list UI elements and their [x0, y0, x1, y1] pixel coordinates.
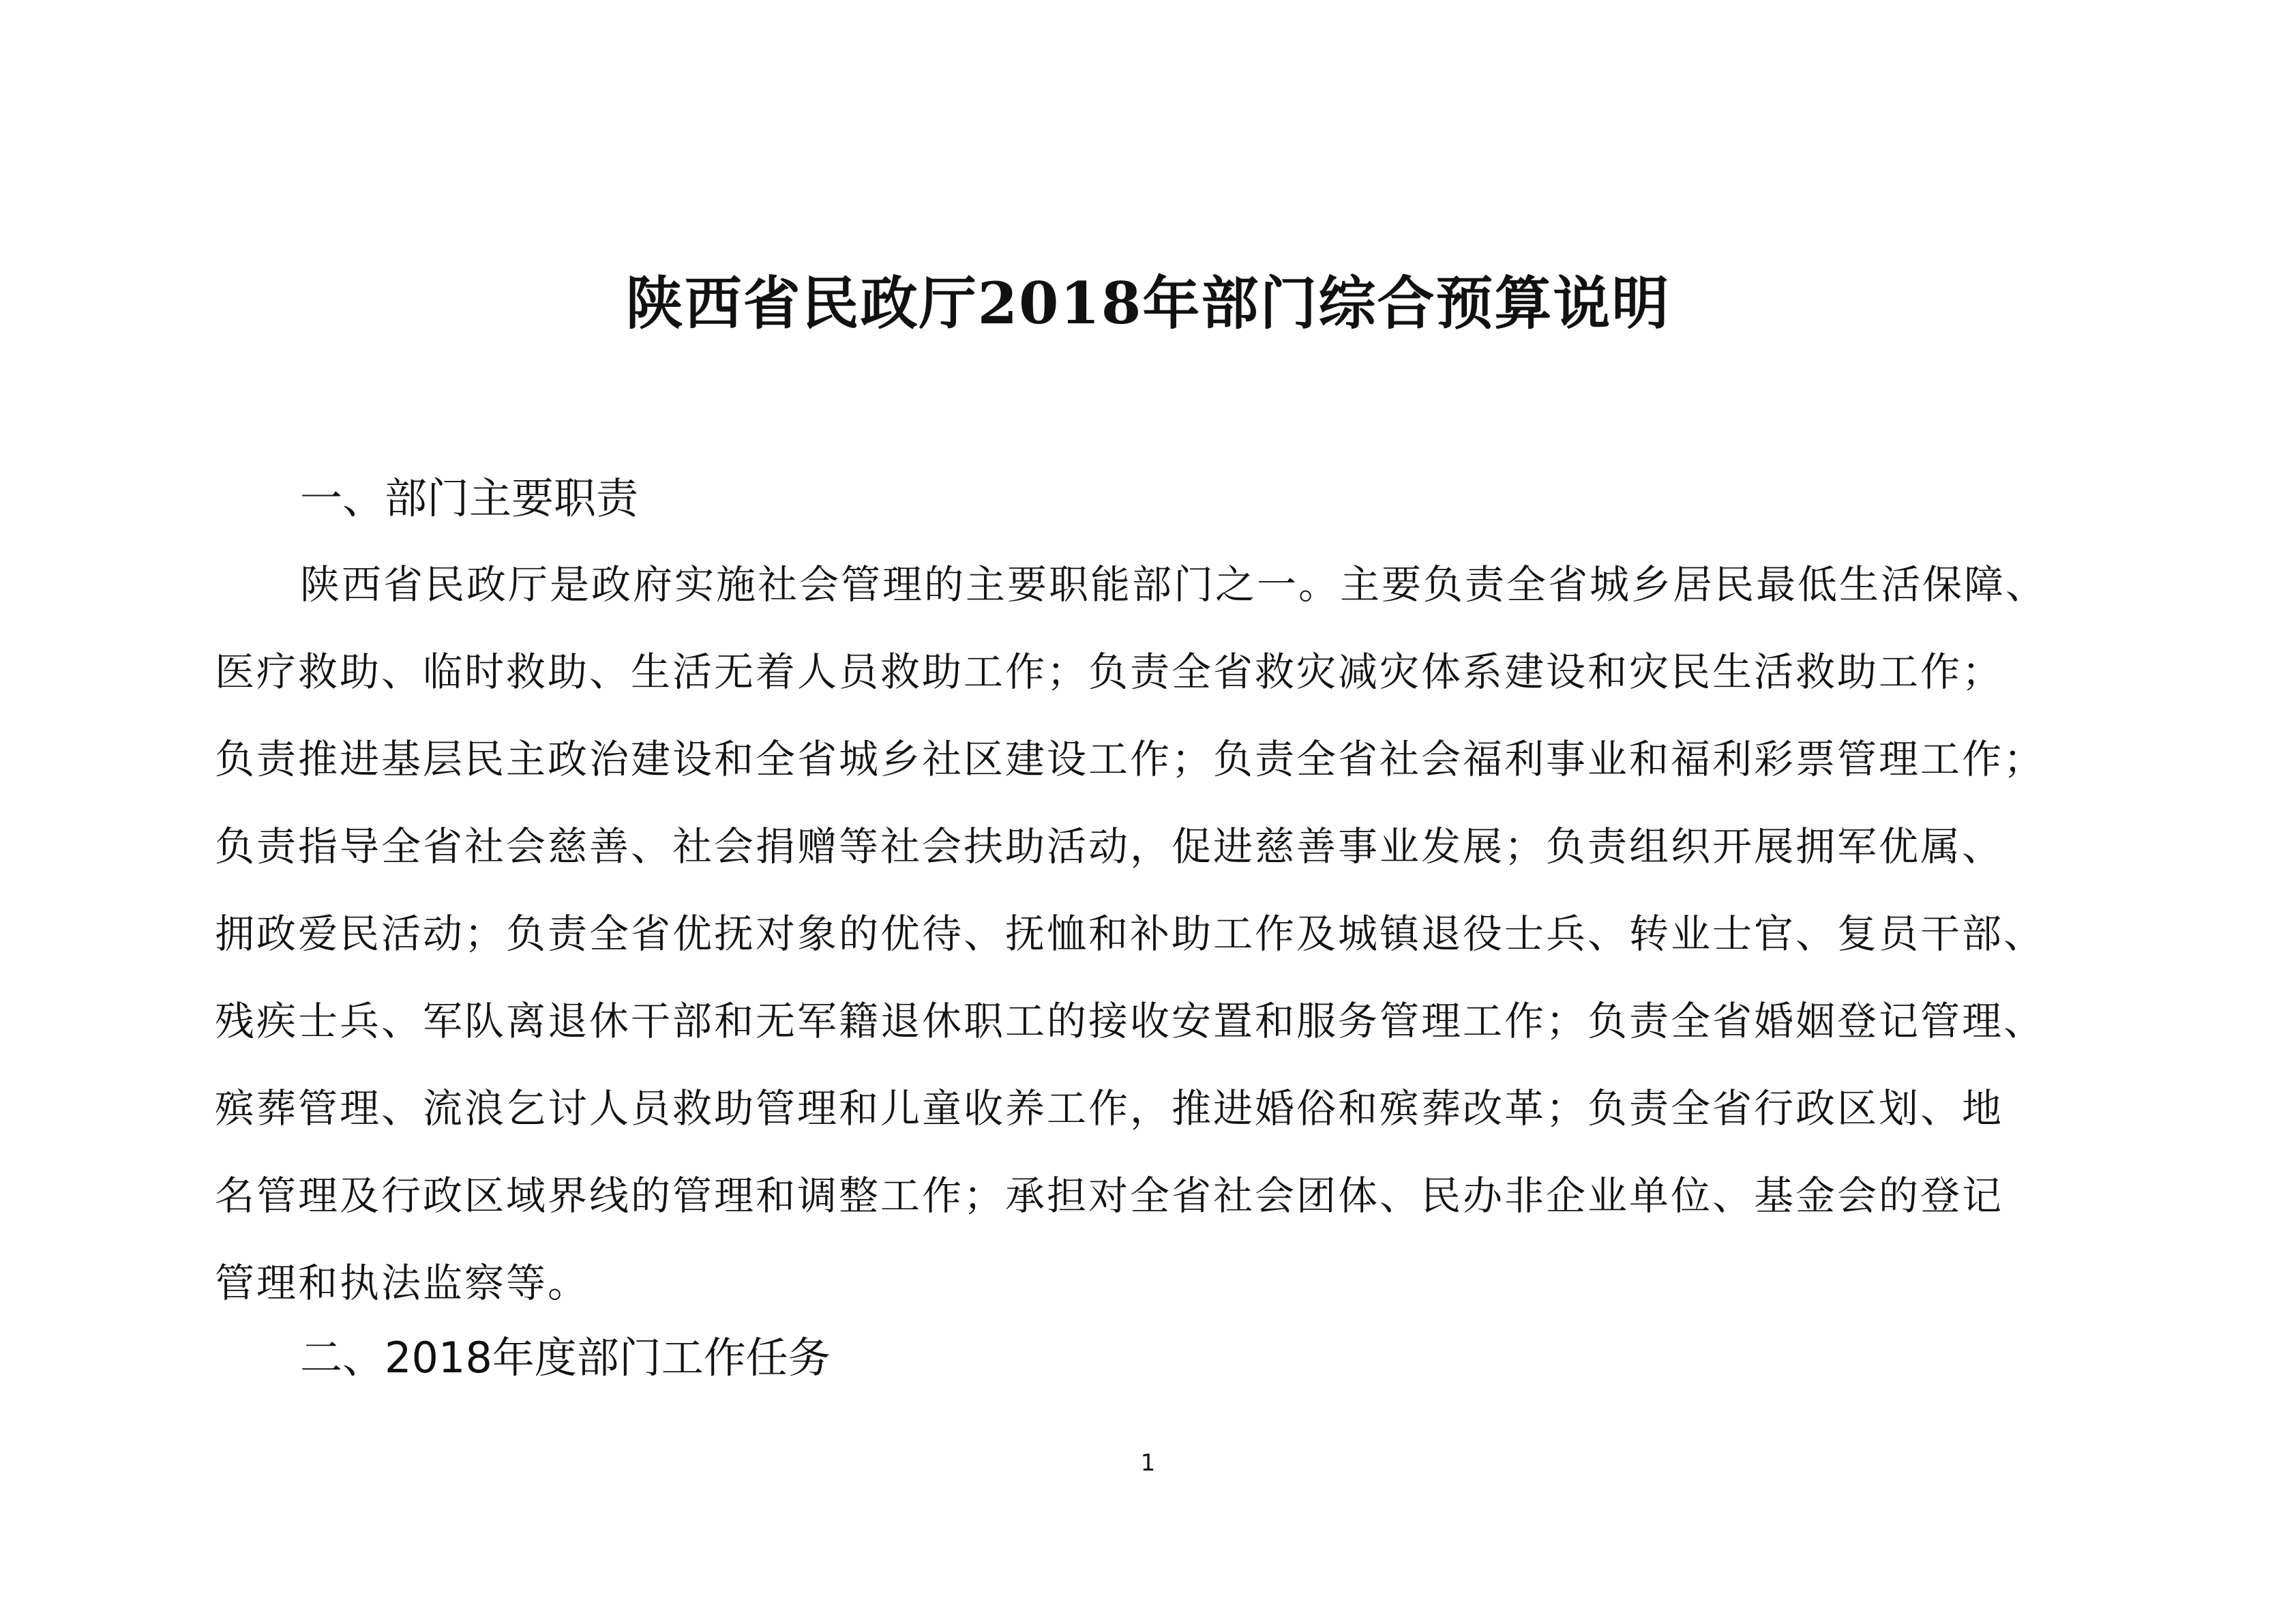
page-number: 1: [1140, 1449, 1156, 1477]
body-line: 管理和执法监察等。: [215, 1260, 590, 1306]
body-line: 负责推进基层民主政治建设和全省城乡社区建设工作；负责全省社会福利事业和福利彩票管理工作；: [215, 736, 2046, 782]
section-heading-duties: 一、部门主要职责: [300, 473, 639, 523]
body-line: 负责指导全省社会慈善、社会捐赠等社会扶助活动，促进慈善事业发展；负责组织开展拥军优属、: [215, 823, 2004, 870]
body-line: 残疾士兵、军队离退休干部和无军籍退休职工的接收安置和服务管理工作；负责全省婚姻登记管理、: [215, 998, 2046, 1044]
body-line: 名管理及行政区域界线的管理和调整工作；承担对全省社会团体、民办非企业单位、基金会的登记: [215, 1172, 2004, 1219]
body-line: 陕西省民政厅是政府实施社会管理的主要职能部门之一。主要负责全省城乡居民最低生活保障、: [300, 561, 2048, 608]
body-line: 医疗救助、临时救助、生活无着人员救助工作；负责全省救灾减灾体系建设和灾民生活救助工作；: [215, 649, 2004, 695]
section-heading-tasks: 二、2018年度部门工作任务: [300, 1333, 831, 1383]
document-title: 陕西省民政厅2018年部门综合预算说明: [625, 269, 1671, 337]
body-line: 拥政爱民活动；负责全省优抚对象的优待、抚恤和补助工作及城镇退役士兵、转业士官、复员干部、: [215, 911, 2046, 957]
body-line: 殡葬管理、流浪乞讨人员救助管理和儿童收养工作，推进婚俗和殡葬改革；负责全省行政区划、地: [215, 1085, 2004, 1132]
